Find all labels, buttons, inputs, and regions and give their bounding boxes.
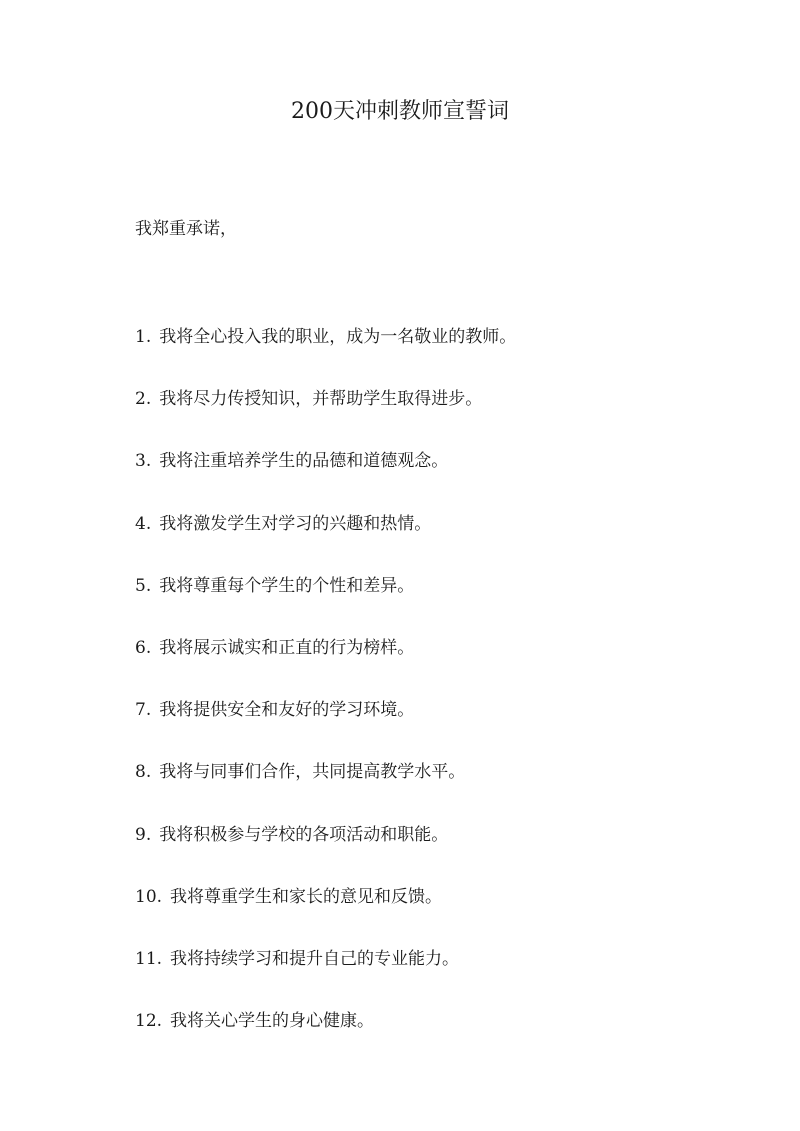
list-item <box>135 571 516 633</box>
list-item <box>135 322 516 384</box>
item-number: 4. <box>135 513 152 534</box>
item-text: 我将尽力传授知识，并帮助学生取得进步。 <box>159 389 483 410</box>
item-number: 11. <box>135 948 163 969</box>
list-item <box>135 944 516 1006</box>
document-title: 200天冲刺教师宣誓词 <box>291 99 509 124</box>
intro-text: 我郑重承诺， <box>135 219 237 239</box>
item-text: 我将注重培养学生的品德和道德观念。 <box>159 451 449 472</box>
item-number: 12. <box>135 1011 163 1032</box>
item-text: 我将尊重学生和家长的意见和反馈。 <box>170 886 443 907</box>
item-text: 我将提供安全和友好的学习环境。 <box>159 700 415 721</box>
list-item <box>135 820 516 882</box>
item-text: 我将激发学生对学习的兴趣和热情。 <box>159 513 432 534</box>
item-text: 我将展示诚实和正直的行为榜样。 <box>159 637 415 658</box>
item-number: 10. <box>135 886 163 907</box>
item-text: 我将尊重每个学生的个性和差异。 <box>159 575 415 596</box>
list-item <box>135 509 516 571</box>
pledge-list <box>135 322 516 1068</box>
item-text: 我将持续学习和提升自己的专业能力。 <box>170 948 460 969</box>
item-number: 8. <box>135 762 152 783</box>
item-number: 2. <box>135 389 152 410</box>
list-item <box>135 384 516 446</box>
item-number: 3. <box>135 451 152 472</box>
item-text: 我将与同事们合作，共同提高教学水平。 <box>159 762 466 783</box>
list-item <box>135 695 516 757</box>
item-number: 1. <box>135 327 152 347</box>
list-item <box>135 446 516 508</box>
item-number: 5. <box>135 575 152 596</box>
item-number: 7. <box>135 700 152 721</box>
item-number: 9. <box>135 824 152 845</box>
list-item <box>135 633 516 695</box>
item-number: 6. <box>135 637 152 658</box>
list-item <box>135 882 516 944</box>
list-item <box>135 757 516 819</box>
item-text: 我将全心投入我的职业，成为一名敬业的教师。 <box>159 327 517 347</box>
item-text: 我将积极参与学校的各项活动和职能。 <box>159 824 449 845</box>
item-text: 我将关心学生的身心健康。 <box>170 1011 375 1032</box>
list-item <box>135 1006 516 1068</box>
